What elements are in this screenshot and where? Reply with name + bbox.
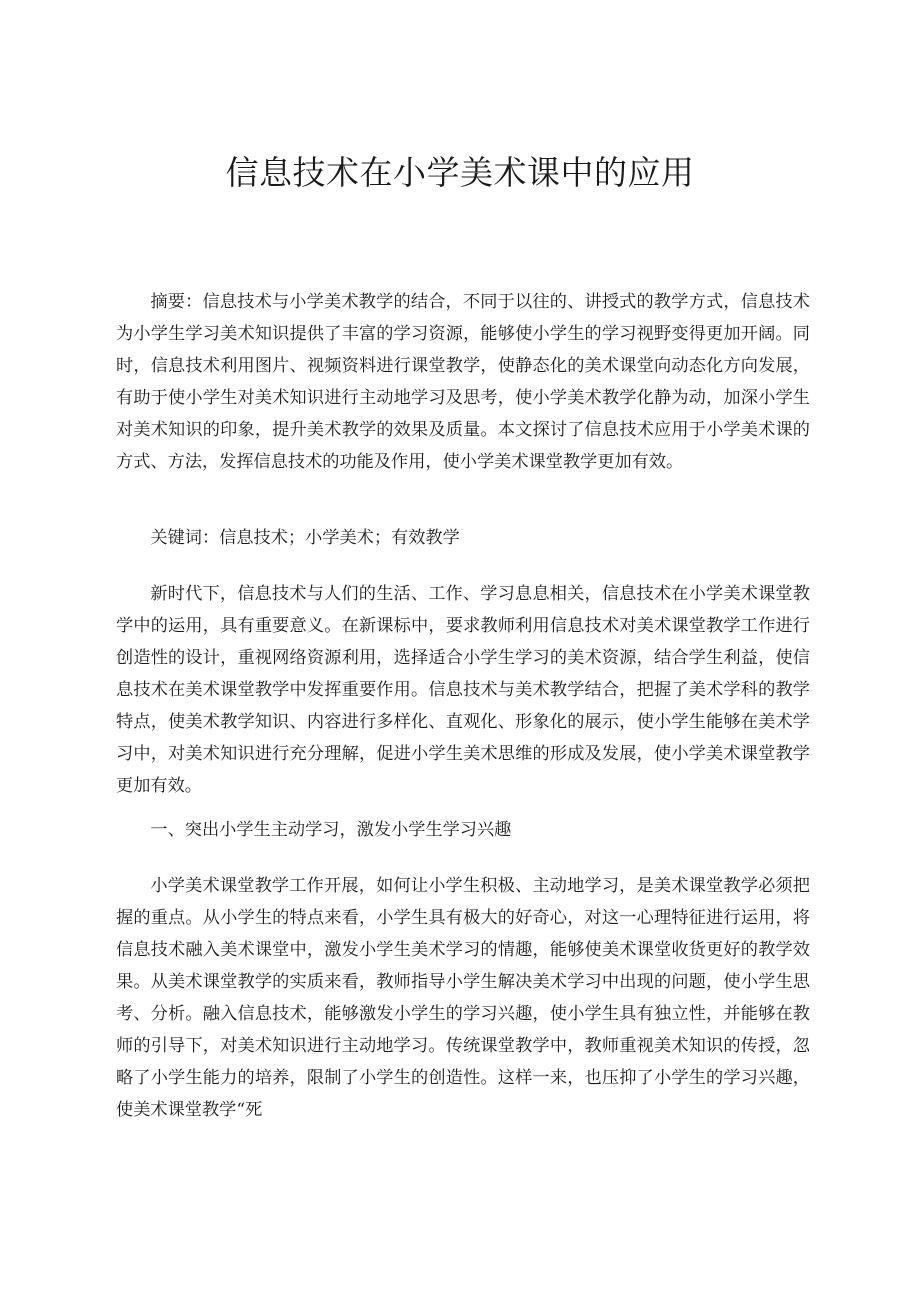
- section-paragraph: 小学美术课堂教学工作开展，如何让小学生积极、主动地学习，是美术课堂教学必须把握的重点。从小学生的特点来看，小学生具有极大的好奇心，对这一心理特征进行运用，将信息技术融入美术课堂中，激发小学生美术学习的情趣，能够使美术课堂收货更好的教学效果。从美术课堂教学的实质来看，教师指导小学生解决美术学习中出现的问题，使小学生思考、分析。融入信息技术，能够激发小学生的学习兴趣，使小学生具有独立性，并能够在教师的引导下，对美术知识进行主动地学习。传统课堂教学中，教师重视美术知识的传授，忽略了小学生能力的培养，限制了小学生的创造性。这样一来，也压抑了小学生的学习兴趣，使美术课堂教学“死: [116, 876, 810, 1120]
- document-title: 信息技术在小学美术课中的应用: [225, 153, 695, 192]
- intro-paragraph: 新时代下，信息技术与人们的生活、工作、学习息息相关，信息技术在小学美术课堂教学中的运用，具有重要意义。在新课标中，要求教师利用信息技术对美术课堂教学工作进行创造性的设计，重视网络资源利用，选择适合小学生学习的美术资源，结合学生利益，使信息技术在美术课堂教学中发挥重要作用。信息技术与美术教学结合，把握了美术学科的教学特点，使美术教学知识、内容进行多样化、直观化、形象化的展示，使小学生能够在美术学习中，对美术知识进行充分理解，促进小学生美术思维的形成及发展，使小学美术课堂教学更加有效。: [116, 584, 810, 796]
- abstract-paragraph: 摘要：信息技术与小学美术教学的结合，不同于以往的、讲授式的教学方式，信息技术为小学生学习美术知识提供了丰富的学习资源，能够使小学生的学习视野变得更加开阔。同时，信息技术利用图片、视频资料进行课堂教学，使静态化的美术课堂向动态化方向发展，有助于使小学生对美术知识进行主动地学习及思考，使小学美术教学化静为动，加深小学生对美术知识的印象，提升美术教学的效果及质量。本文探讨了信息技术应用于小学美术课的方式、方法，发挥信息技术的功能及作用，使小学美术课堂教学更加有效。: [116, 292, 810, 472]
- keywords-line: 关键词：信息技术；小学美术；有效教学: [150, 528, 460, 548]
- section-heading: 一、突出小学生主动学习，激发小学生学习兴趣: [150, 820, 512, 840]
